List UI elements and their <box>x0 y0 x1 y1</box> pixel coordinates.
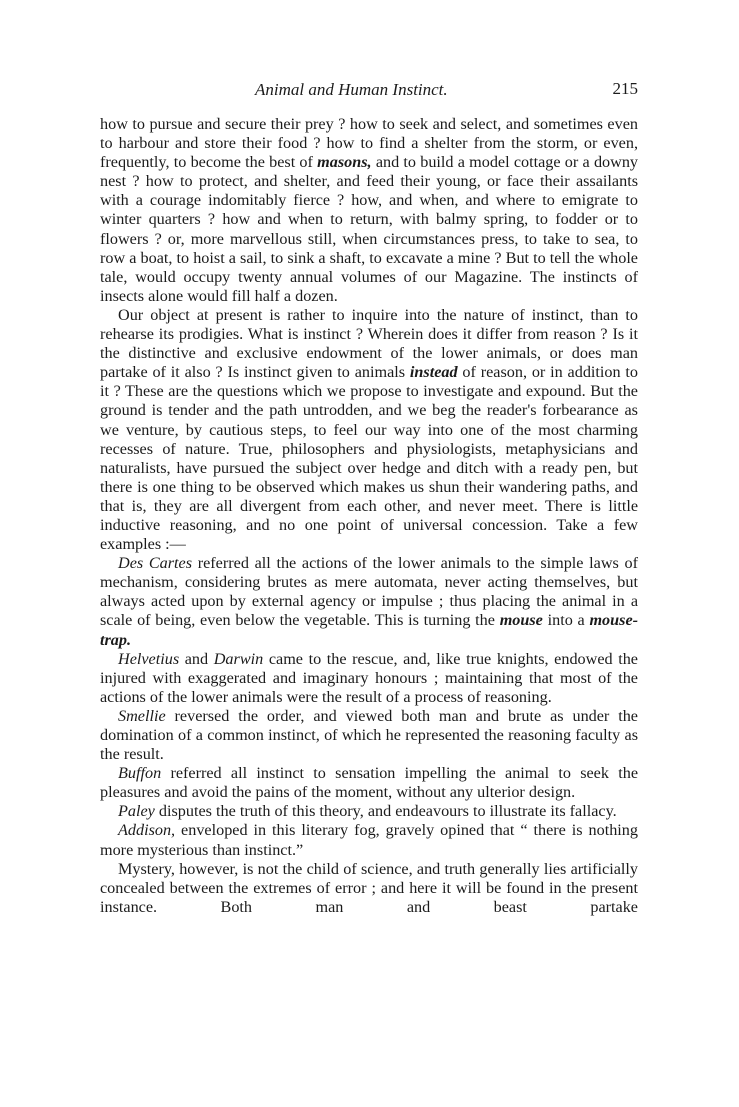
author-name: Helvetius <box>118 649 180 668</box>
paragraph <box>100 860 638 917</box>
emphasis: instead <box>409 363 458 382</box>
paragraph <box>100 650 638 707</box>
text-run: how to pursue and secure their prey ? how to seek and select, and sometimes even to harbour and store their food ? how to find a shelter from the storm, or even, frequently, to become the best of <box>100 115 638 172</box>
author-name: Addison, <box>118 821 176 840</box>
text-run: reversed the order, and viewed both man and brute as under the domination of a common instinct, of which he represented the reasoning faculty as the result. <box>100 706 638 764</box>
text-run: into a <box>542 611 590 630</box>
text-run: disputes the truth of this theory, and endeavours to illustrate its fallacy. <box>154 802 617 821</box>
emphasis: masons, <box>317 153 372 172</box>
author-name: Buffon <box>118 764 162 783</box>
text-run: referred all instinct to sensation impelling the animal to seek the pleasures and avoid the pains of the moment, without any ulterior design. <box>100 764 638 802</box>
text-run: of reason, or in addition to it ? These are the questions which we propose to investigate and expound. But the ground is tender and the path untrodden, and we beg the reader's forbearance as we venture, by cautious steps, to feel our way into one of the most charming recesses of nature. True, philosophers and physiologists, metaphysicians and naturalists, have pursued the subject over hedge and ditch with a ready pen, but there is one thing to be observed which makes us shun their wandering paths, and that is, they are all divergent from each other, and never meet. There is little inductive reasoning, and no one point of universal concession. Take a few examples :— <box>100 363 639 554</box>
page-number: 215 <box>612 79 638 98</box>
text-run: and to build a model cottage or a downy nest ? how to protect, and shelter, and feed their young, or face their assailants with a courage indomitably fierce ? how, and when, and where to emigrate to winter quarters ? how and when to return, with balmy spring, to fodder or to flowers ? or, more marvellous still, when circumstances press, to take to sea, to row a boat, to hoist a sail, to sink a shaft, to excavate a mine ? But to tell the whole tale, would occupy twenty annual volumes of our Magazine. The instincts of insects alone would fill half a dozen. <box>100 153 639 305</box>
page-header <box>100 74 638 104</box>
text-run: Our object at present is rather to inquire into the nature of instinct, than to rehearse its prodigies. What is instinct ? Wherein does it differ from reason ? Is it the distinctive and exclusive endowment of the lower animals, or does man partake of it also ? Is instinct given to animals <box>100 305 638 382</box>
paragraph <box>100 802 638 821</box>
paragraph <box>100 764 638 802</box>
text-run: and <box>179 649 214 668</box>
text-run: Mystery, however, is not the child of science, and truth generally lies artificially concealed between the extremes of error ; and here it will be found in the present instance. Both man and beast partake <box>100 859 638 916</box>
running-title: Animal and Human Instinct. <box>255 80 448 99</box>
author-name: Paley <box>118 802 155 821</box>
emphasis: mouse-trap. <box>100 611 639 649</box>
paragraph <box>100 821 638 859</box>
body-text <box>100 115 638 917</box>
paragraph <box>100 115 638 306</box>
paragraph <box>100 554 638 649</box>
paragraph <box>100 306 638 554</box>
paragraph <box>100 707 638 764</box>
text-run: referred all the actions of the lower animals to the simple laws of mechanism, considering brutes as mere automata, never acting themselves, but always acted upon by external agency or impulse ; thus placing the animal in a scale of being, even below the vegetable. This is turning the <box>100 554 638 630</box>
text-run: came to the rescue, and, like true knights, endowed the injured with exaggerated and imaginary honours ; maintaining that most of the actions of the lower animals were the result of a process of reasoning. <box>100 649 638 706</box>
text-run: enveloped in this literary fog, gravely opined that “ there is nothing more mysterious than instinct.” <box>100 821 638 859</box>
author-name: Darwin <box>213 649 264 668</box>
author-name: Des Cartes <box>118 554 193 573</box>
book-page <box>100 74 638 917</box>
emphasis: mouse <box>499 611 543 630</box>
author-name: Smellie <box>118 706 166 725</box>
